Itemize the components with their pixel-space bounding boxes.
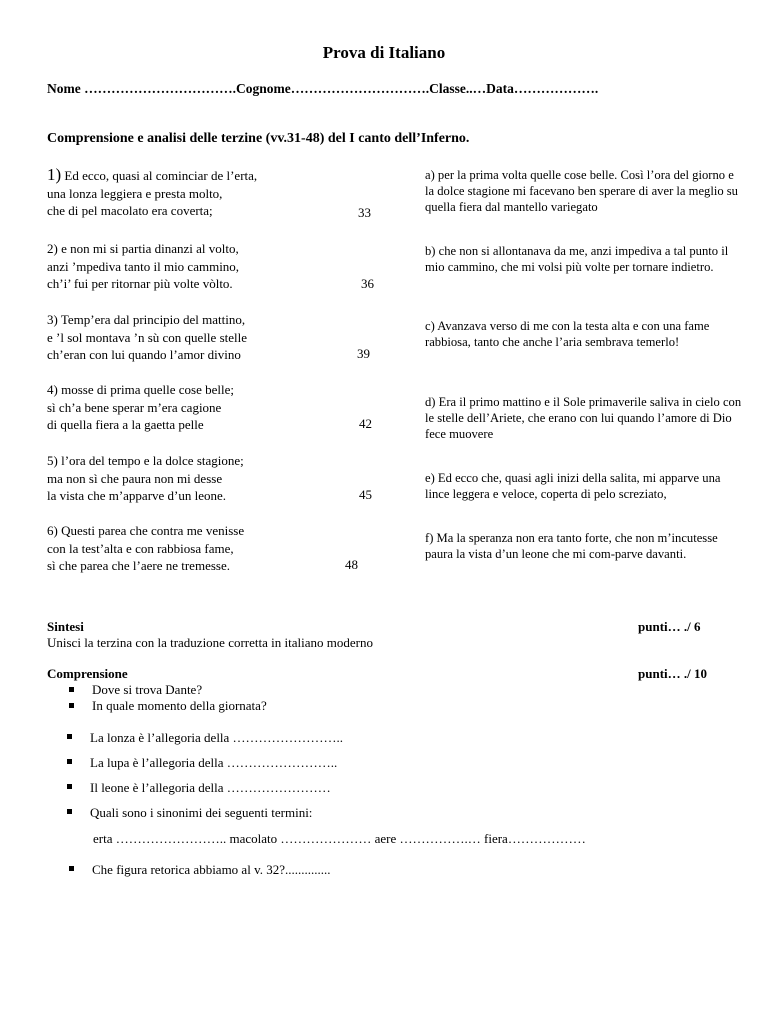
stanza-4	[47, 381, 234, 434]
verse-line: di quella fiera a la gaetta pelle	[47, 417, 204, 432]
verse-line: ch’eran con lui quando l’amor divino	[47, 347, 241, 362]
translation-c: c) Avanzava verso di me con la testa alta e con una fame rabbiosa, tanto che anche l’aria sembrava temerlo!	[425, 319, 710, 349]
verse-line: la vista che m’apparve d’un leone.	[47, 488, 227, 503]
verse-number: 36	[361, 276, 374, 291]
section-heading: Comprensione e analisi delle terzine (vv.31-48) del I canto dell’Inferno.	[47, 131, 470, 146]
stanza-1	[47, 166, 257, 220]
stanza-label: 4)	[47, 382, 58, 397]
verse-line: Ed ecco, quasi al cominciar de l’erta,	[64, 168, 258, 183]
list-item: In quale momento della giornata?	[47, 698, 267, 714]
verse-line: mosse di prima quelle cose belle;	[61, 382, 235, 397]
stanza-3	[47, 311, 247, 364]
stanza-label: 1)	[47, 165, 62, 184]
stanza-2	[47, 240, 239, 293]
stanza-label: 5)	[47, 453, 58, 468]
list-item: Il leone è l’allegoria della ……………………	[45, 779, 343, 796]
stanza-label: 6)	[47, 523, 58, 538]
translation-a: a) per la prima volta quelle cose belle. Così l’ora del giorno e la dolce stagione mi facevano ben sperare di aver la meglio su quella fiera dal mantello variegato	[425, 168, 738, 214]
comprensione-points: punti… ./ 10	[638, 666, 707, 681]
verse-line: e ’l sol montava ’n sù con quelle stelle	[47, 329, 248, 345]
verse-line: ch’i’ fui per ritornar più volte vòlto.	[47, 276, 233, 291]
sintesi-instruction: Unisci la terzina con la traduzione corretta in italiano moderno	[47, 635, 373, 650]
list-item: La lupa è l’allegoria della ……………………..	[45, 754, 343, 771]
question-list-b	[45, 729, 343, 821]
verse-line: ma non sì che paura non mi desse	[47, 470, 223, 486]
verse-line: anzi ’mpediva tanto il mio cammino,	[47, 258, 240, 274]
verse-line: una lonza leggiera e presta molto,	[47, 185, 223, 201]
translation-d: d) Era il primo mattino e il Sole primaverile saliva in cielo con le stelle dell’Ariete, che erano con lui quando l’amore di Dio fece muovere	[425, 395, 742, 441]
verse-line: l’ora del tempo e la dolce stagione;	[61, 453, 244, 468]
verse-line: Questi parea che contra me venisse	[61, 523, 245, 538]
stanza-label: 2)	[47, 241, 58, 256]
verse-line: Temp’era dal principio del mattino,	[60, 312, 246, 327]
verse-line: e non mi si partia dinanzi al volto,	[61, 241, 239, 256]
comprensione-heading: Comprensione	[47, 666, 128, 681]
translation-f: f) Ma la speranza non era tanto forte, che non m’incutesse paura la vista d’un leone che mi com-parve davanti.	[425, 531, 718, 561]
verse-line: con la test’alta e con rabbiosa fame,	[47, 540, 234, 556]
translation-b: b) che non si allontanava da me, anzi impediva a tal punto il mio cammino, che mi volsi più volte per tornare indietro.	[425, 244, 729, 274]
verse-line: che di pel macolato era coverta;	[47, 203, 213, 218]
question-list-a	[47, 682, 267, 714]
list-item: Che figura retorica abbiamo al v. 32?..............	[47, 861, 331, 878]
synonyms-line: erta …………………….. macolato ………………… aere …………….… fiera………………	[93, 831, 586, 846]
verse-number: 42	[359, 416, 372, 431]
list-item: Quali sono i sinonimi dei seguenti termini:	[45, 804, 343, 821]
verse-number: 39	[357, 346, 370, 361]
sintesi-heading: Sintesi	[47, 619, 84, 634]
list-item: Dove si trova Dante?	[47, 682, 267, 698]
verse-number: 33	[358, 205, 371, 220]
question-list-c	[47, 861, 331, 878]
page-title: Prova di Italiano	[322, 43, 446, 62]
stanza-5	[47, 452, 244, 505]
stanza-6	[47, 522, 244, 575]
verse-line: sì ch’a bene sperar m’era cagione	[47, 399, 222, 415]
student-info-line: Nome …………………………….Cognome………………………….Classe..…Data……………….	[47, 81, 599, 96]
translation-e: e) Ed ecco che, quasi agli inizi della salita, mi apparve una lince leggera e veloce, coperta di pelo screziato,	[425, 471, 721, 501]
stanza-label: 3)	[47, 312, 58, 327]
verse-number: 48	[345, 557, 358, 572]
verse-line: sì che parea che l’aere ne tremesse.	[47, 558, 230, 573]
list-item: La lonza è l’allegoria della ……………………..	[45, 729, 343, 746]
sintesi-points: punti… ./ 6	[638, 619, 701, 634]
verse-number: 45	[359, 487, 372, 502]
